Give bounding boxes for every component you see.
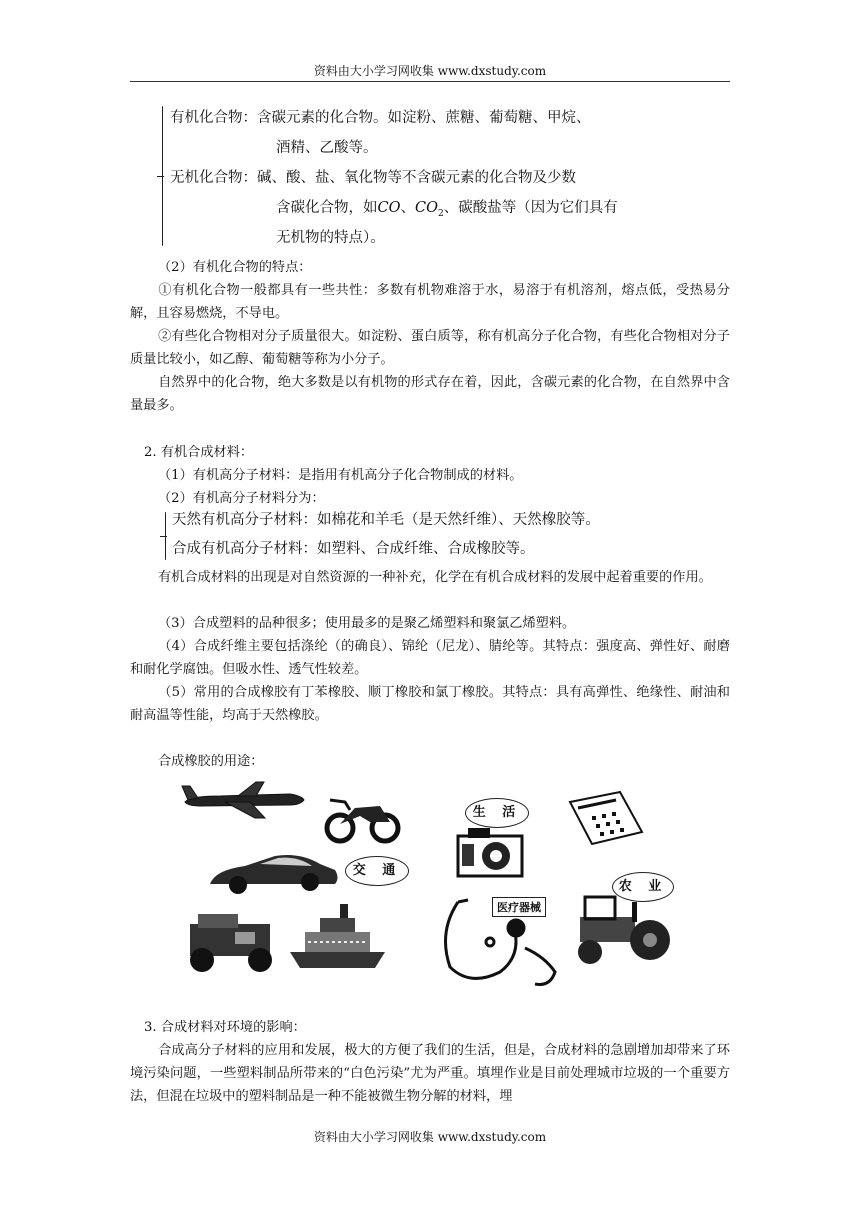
paragraph-rubber: （5）常用的合成橡胶有丁苯橡胶、顺丁橡胶和氯丁橡胶。其特点：具有高弹性、绝缘性、耐油和耐高温等性能，均高于天然橡胶。 <box>130 685 730 723</box>
paragraph-feature-1: ①有机化合物一般都具有一些共性：多数有机物难溶于水，易溶于有机溶剂，熔点低，受热易分解，且容易燃烧，不导电。 <box>130 283 730 321</box>
tractor-image <box>578 897 670 964</box>
paragraph-features-title: （2）有机化合物的特点： <box>158 260 312 275</box>
inorganic-label: 无机化合物： <box>170 170 257 186</box>
airplane-image <box>182 782 304 818</box>
section-3-title: 3. 合成材料对环境的影响： <box>144 1020 306 1035</box>
camera-image <box>458 828 522 876</box>
formula-co2: CO <box>414 200 438 216</box>
ship-image <box>290 904 385 968</box>
motorcycle-image <box>327 800 398 841</box>
formula-separator: 、 <box>400 200 415 216</box>
brace-point <box>157 176 164 178</box>
paragraph-polymer-definition: （1）有机高分子材料：是指用有机高分子化合物制成的材料。 <box>158 468 523 483</box>
label-traffic: 交 通 <box>345 856 409 886</box>
telephone-image <box>570 792 642 844</box>
label-agriculture: 农 业 <box>612 872 674 902</box>
page-header: 资料由大小学习网收集 www.dxstudy.com <box>313 64 547 78</box>
header-rule <box>130 81 730 82</box>
jeep-image <box>190 914 272 972</box>
paragraph-plastics: （3）合成塑料的品种很多；使用最多的是聚乙烯塑料和聚氯乙烯塑料。 <box>158 616 576 631</box>
rubber-uses-drawing <box>180 772 680 992</box>
paragraph-environment: 合成高分子材料的应用和发展，极大的方便了我们的生活，但是，合成材料的急剧增加却带来了环境污染问题，一些塑料制品所带来的“白色污染”尤为严重。填埋作业是目前处理城市垃圾的一个重要方法，但混在垃圾中的塑料制品是一种不能被微生物分解的材料，埋 <box>130 1043 730 1104</box>
car-image <box>210 855 338 894</box>
section-2-title: 2. 有机合成材料： <box>144 445 254 460</box>
paragraph-nature: 自然界中的化合物，绝大多数是以有机物的形式存在着，因此，含碳元素的化合物，在自然界中含量最多。 <box>130 375 730 413</box>
natural-polymers: 天然有机高分子材料：如棉花和羊毛（是天然纤维）、天然橡胶等。 <box>172 512 600 528</box>
organic-examples: 酒精、乙酸等。 <box>276 140 378 156</box>
organic-definition: 含碳元素的化合物。如淀粉、蔗糖、葡萄糖、甲烷、 <box>257 110 591 126</box>
inorganic-examples-lead: 含碳化合物，如 <box>276 200 378 216</box>
formula-co2-subscript: 2 <box>437 208 444 219</box>
inorganic-examples-tail: 、碳酸盐等（因为它们具有 <box>443 200 618 216</box>
synthetic-polymers: 合成有机高分子材料：如塑料、合成纤维、合成橡胶等。 <box>172 541 535 557</box>
paragraph-fibers: （4）合成纤维主要包括涤纶（的确良）、锦纶（尼龙）、腈纶等。其特点：强度高、弹性好、耐磨和耐化学腐蚀。但吸水性、透气性较差。 <box>130 639 730 677</box>
paragraph-supplement: 有机合成材料的出现是对自然资源的一种补充，化学在有机合成材料的发展中起着重要的作用。 <box>158 570 712 585</box>
inorganic-definition: 碱、酸、盐、氧化物等不含碳元素的化合物及少数 <box>257 170 576 186</box>
organic-label: 有机化合物： <box>170 110 257 126</box>
label-life: 生 活 <box>465 798 529 828</box>
label-medical: 医疗器械 <box>492 897 546 917</box>
inorganic-note: 无机物的特点）。 <box>276 230 385 246</box>
rubber-uses-illustration <box>180 772 680 992</box>
page-footer: 资料由大小学习网收集 www.dxstudy.com <box>313 1130 547 1144</box>
rubber-uses-title: 合成橡胶的用途： <box>158 754 264 769</box>
paragraph-polymer-classes: （2）有机高分子材料分为： <box>158 491 325 506</box>
formula-co: CO <box>377 200 401 216</box>
polymer-brace-point <box>160 536 167 538</box>
paragraph-feature-2: ②有些化合物相对分子质量很大。如淀粉、蛋白质等，称有机高分子化合物，有些化合物相对分子质量比较小，如乙醇、葡萄糖等称为小分子。 <box>130 329 730 367</box>
